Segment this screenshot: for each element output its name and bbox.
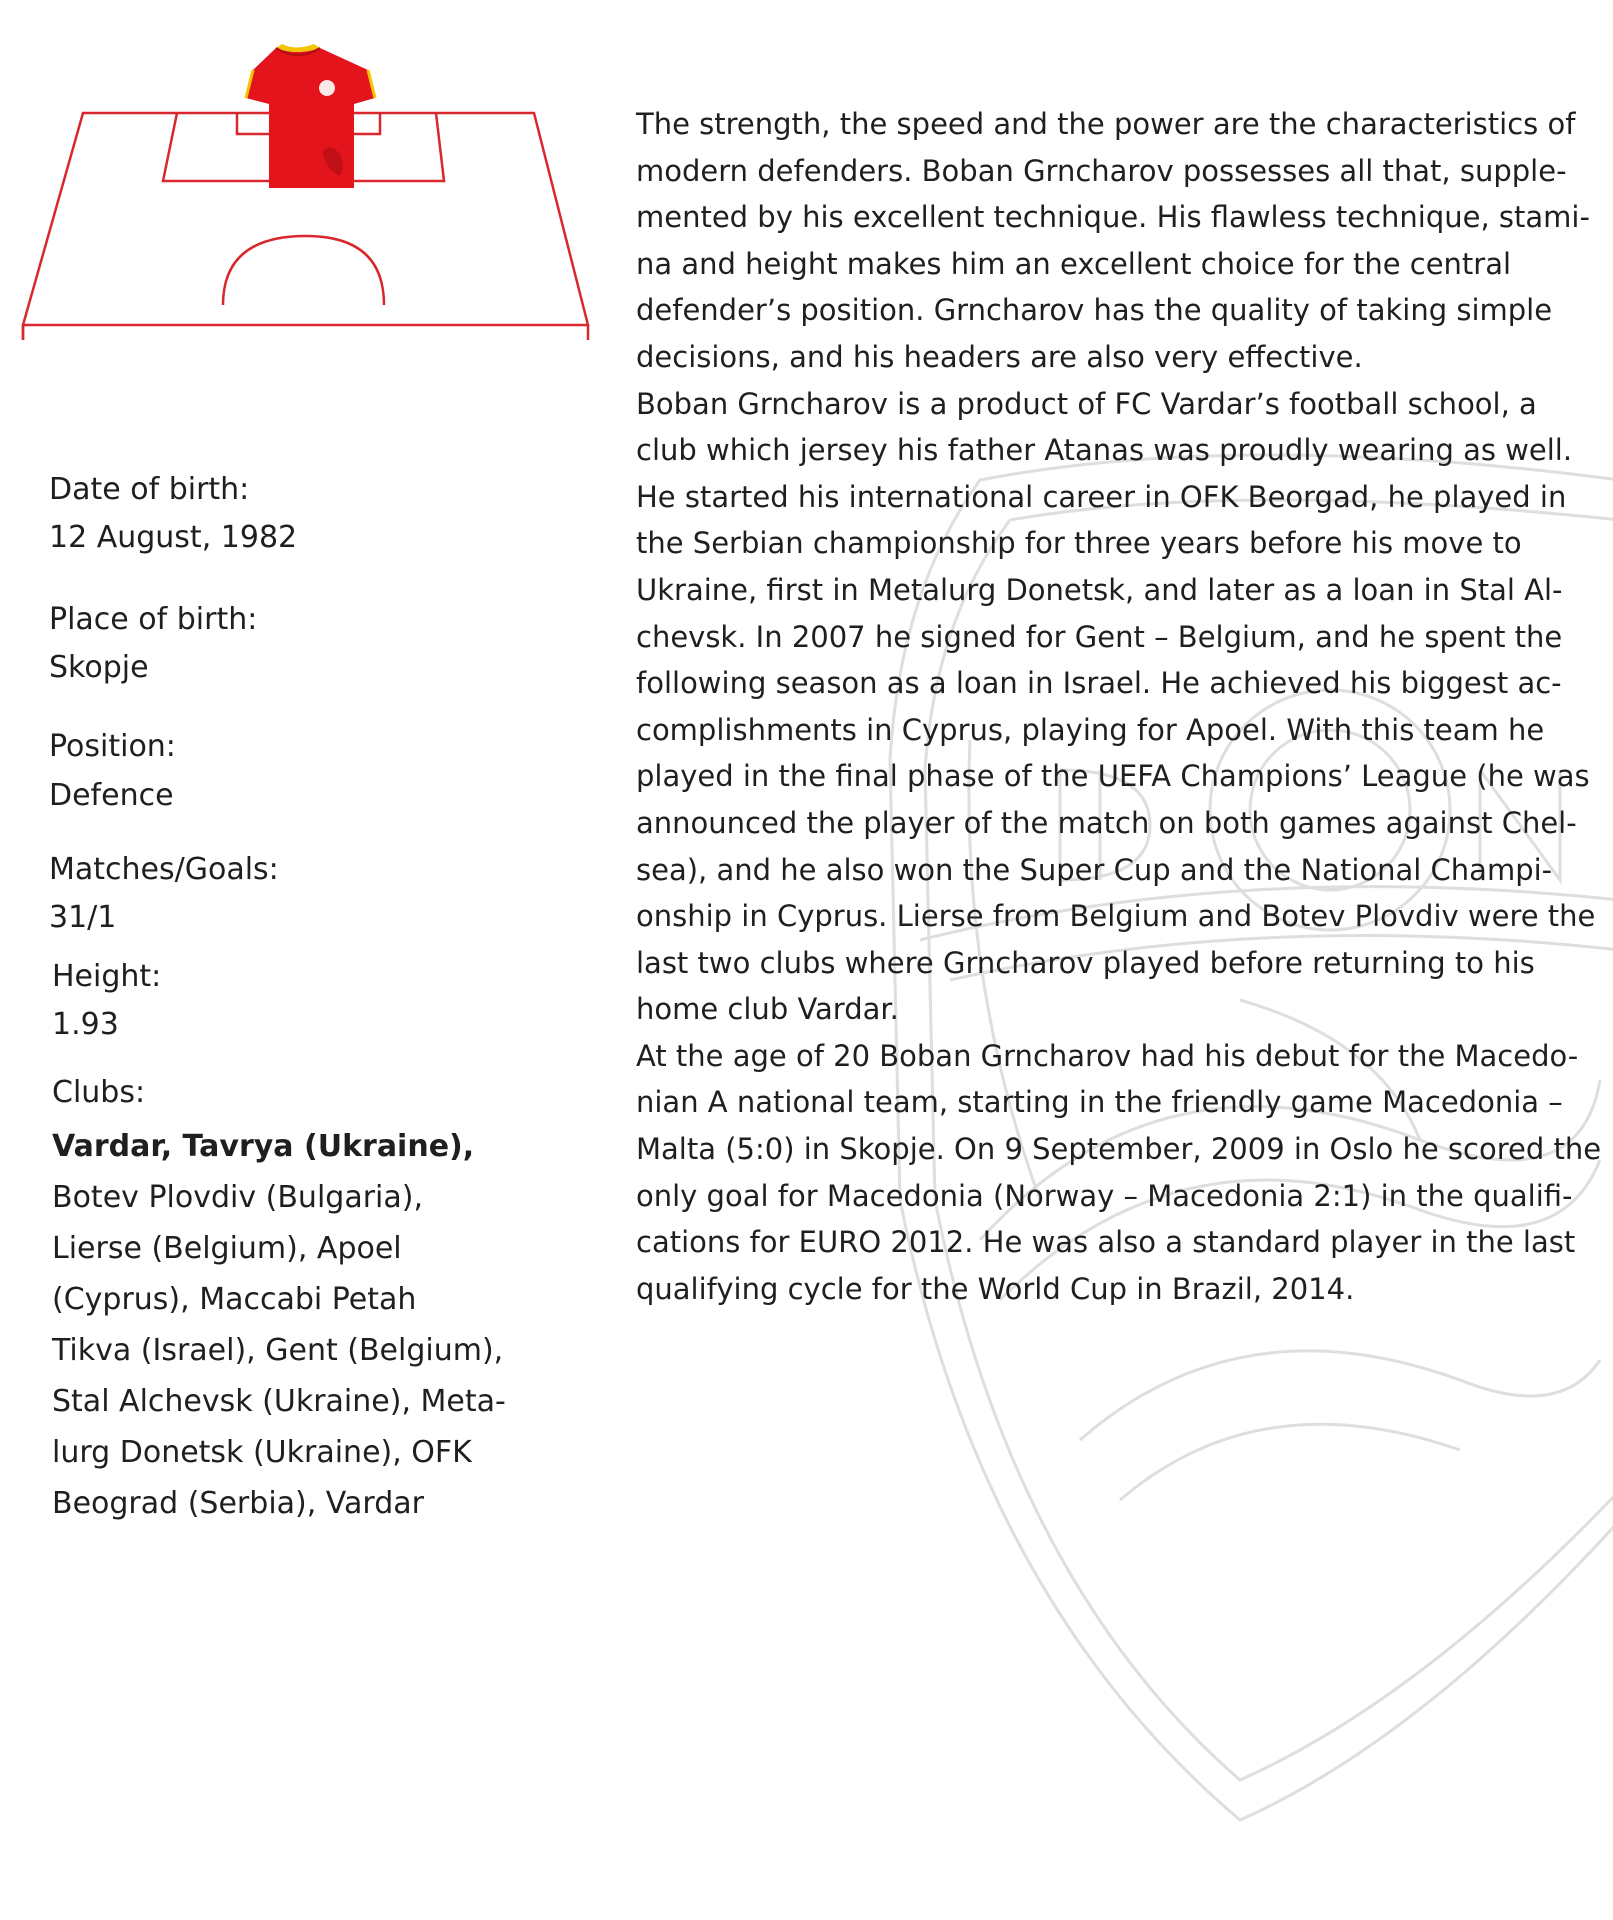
bio-line: defender’s position. Grncharov has the quality of taking simple xyxy=(636,293,1553,328)
clubs-line: Botev Plovdiv (Bulgaria), xyxy=(52,1180,424,1215)
bio-line: announced the player of the match on both games against Chel- xyxy=(636,805,1577,840)
bio-line: na and height makes him an excellent choice for the central xyxy=(636,246,1512,281)
bio-line: He started his international career in OFK Beorgad, he played in xyxy=(636,479,1567,514)
position-value: Defence xyxy=(49,778,174,813)
clubs-line: Stal Alchevsk (Ukraine), Meta- xyxy=(52,1384,506,1419)
dob-value: 12 August, 1982 xyxy=(49,520,298,555)
bio-line: only goal for Macedonia (Norway – Macedonia 2:1) in the qualifi- xyxy=(636,1178,1573,1213)
jersey-icon xyxy=(246,44,375,188)
clubs-line: lurg Donetsk (Ukraine), OFK xyxy=(52,1435,472,1470)
bio-line: sea), and he also won the Super Cup and the National Champi- xyxy=(636,852,1553,887)
bio-line: qualifying cycle for the World Cup in Brazil, 2014. xyxy=(636,1271,1355,1306)
pob-value: Skopje xyxy=(49,650,149,685)
bio-line: chevsk. In 2007 he signed for Gent – Belgium, and he spent the xyxy=(636,619,1563,654)
bio-line: club which jersey his father Atanas was proudly wearing as well. xyxy=(636,433,1573,468)
clubs-label: Clubs: xyxy=(52,1075,146,1110)
bio-line: cations for EURO 2012. He was also a standard player in the last xyxy=(636,1225,1576,1260)
bio-line: the Serbian championship for three years before his move to xyxy=(636,526,1522,561)
bio-line: modern defenders. Boban Grncharov possesses all that, supple- xyxy=(636,153,1567,188)
bio-line: At the age of 20 Boban Grncharov had his debut for the Macedo- xyxy=(636,1038,1579,1073)
matches-label: Matches/Goals: xyxy=(49,852,279,887)
position-label: Position: xyxy=(49,729,176,764)
bio-line: last two clubs where Grncharov played before returning to his xyxy=(636,945,1535,980)
height-value: 1.93 xyxy=(52,1007,119,1042)
clubs-line: (Cyprus), Maccabi Petah xyxy=(52,1282,417,1317)
bio-line: played in the final phase of the UEFA Champions’ League (he was xyxy=(636,759,1590,794)
matches-value: 31/1 xyxy=(49,900,117,935)
football-pitch-icon xyxy=(18,40,598,340)
clubs-bold: Vardar, Tavrya (Ukraine), xyxy=(52,1129,475,1164)
dob-label: Date of birth: xyxy=(49,472,250,507)
bio-line: mented by his excellent technique. His flawless technique, stami- xyxy=(636,200,1590,235)
clubs-line: Lierse (Belgium), Apoel xyxy=(52,1231,402,1266)
bio-line: complishments in Cyprus, playing for Apoel. With this team he xyxy=(636,712,1545,747)
bio-line: The strength, the speed and the power are the characteristics of xyxy=(636,107,1576,141)
bio-line: onship in Cyprus. Lierse from Belgium and Botev Plovdiv were the xyxy=(636,899,1596,934)
clubs-line: Beograd (Serbia), Vardar xyxy=(52,1486,424,1521)
pob-label: Place of birth: xyxy=(49,602,258,637)
bio-line: home club Vardar. xyxy=(636,992,899,1027)
bio-line: Boban Grncharov is a product of FC Vardar’s football school, a xyxy=(636,386,1537,421)
height-label: Height: xyxy=(52,959,162,994)
bio-line: decisions, and his headers are also very effective. xyxy=(636,339,1363,374)
bio-line: following season as a loan in Israel. He achieved his biggest ac- xyxy=(636,666,1562,701)
clubs-line: Tikva (Israel), Gent (Belgium), xyxy=(52,1333,504,1368)
bio-line: nian A national team, starting in the friendly game Macedonia – xyxy=(636,1085,1563,1120)
bio-line: Malta (5:0) in Skopje. On 9 September, 2009 in Oslo he scored the xyxy=(636,1132,1602,1167)
clubs-list xyxy=(52,1121,522,1529)
bio-line: Ukraine, first in Metalurg Donetsk, and later as a loan in Stal Al- xyxy=(636,572,1563,607)
biography-text xyxy=(636,101,1602,1312)
